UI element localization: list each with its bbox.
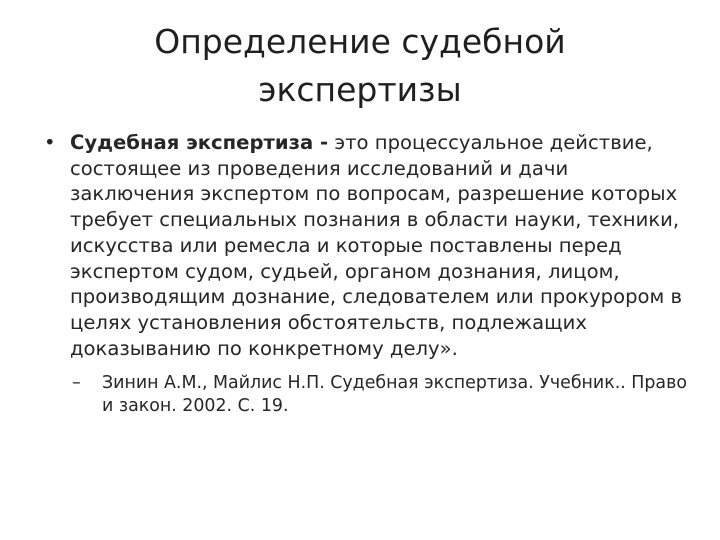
slide-body [44, 130, 694, 418]
slide-title-line-1: Определение судебной [154, 22, 566, 61]
slide-title-line-2: экспертизы [258, 70, 462, 109]
definition-text: это процессуальное действие, состоящее из проведения исследований и дачи заключения экспертом по вопросам, разрешение которых требует специальных познания в области науки, техники, искусства или ремесла и которые поставлены перед экспертом судом, судьей, органом дознания, лицом, производящим дознание, следователем или прокурором в целях установления обстоятельств, подлежащих доказыванию по конкретному делу». [70, 131, 683, 360]
slide-title [120, 18, 600, 114]
definition-term: Судебная экспертиза - [70, 131, 329, 154]
bullet-icon: • [44, 131, 56, 154]
definition-bullet [44, 130, 694, 418]
source-citation-text: Зинин А.М., Майлис Н.П. Судебная экспертиза. Учебник.. Право и закон. 2002. С. 19. [102, 373, 687, 417]
dash-icon: – [72, 373, 81, 394]
source-list [70, 372, 694, 418]
source-citation [72, 372, 694, 418]
